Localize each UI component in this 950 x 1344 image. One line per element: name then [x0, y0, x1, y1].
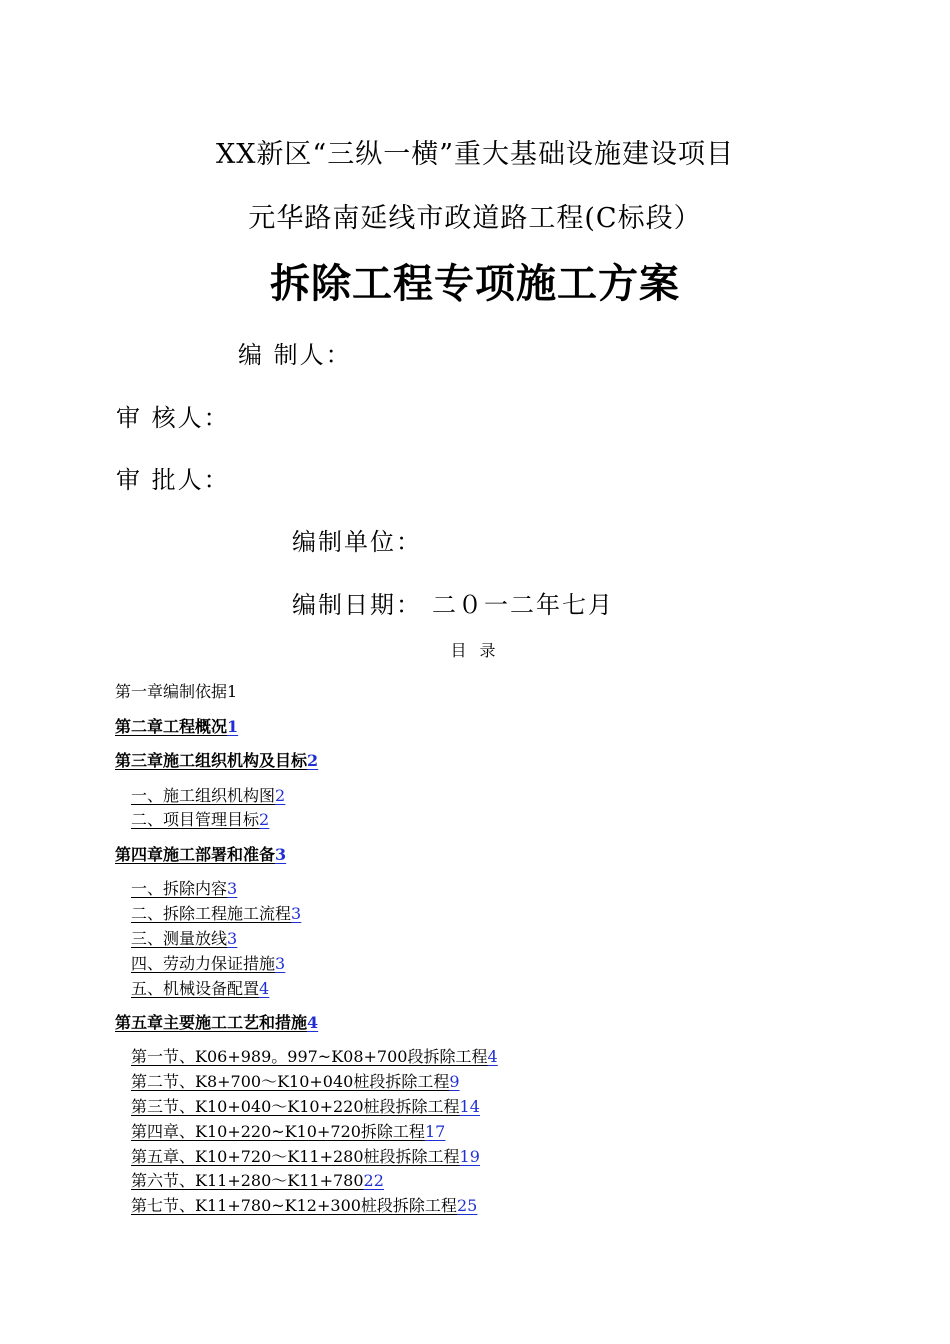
toc-item-page-link[interactable]: 3 [275, 845, 287, 864]
toc-item-page-link[interactable]: 17 [424, 1122, 446, 1141]
approver-label: 审 批人： [116, 466, 230, 494]
toc-item[interactable] [131, 1072, 460, 1092]
toc-item-label: 第五章、K10+720～K11+280桩段拆除工程 [131, 1147, 460, 1166]
toc-item-page-link[interactable]: 2 [275, 786, 286, 805]
toc-item-label: 第三节、K10+040～K10+220桩段拆除工程 [131, 1097, 460, 1116]
toc-item[interactable] [131, 954, 285, 974]
toc-item[interactable] [115, 751, 318, 771]
toc-item-page-link[interactable]: 19 [459, 1147, 480, 1166]
unit-label: 编制单位： [292, 528, 422, 556]
toc-item-label: 第三章施工组织机构及目标 [115, 751, 308, 770]
toc-item-label: 第二章工程概况 [115, 717, 228, 736]
toc-item-label: 第一章编制依据 [115, 682, 228, 701]
toc-item[interactable] [131, 1147, 480, 1167]
toc-item[interactable] [131, 1122, 445, 1142]
toc-item-page-link[interactable]: 2 [259, 810, 270, 829]
toc-item-label: 第六节、K11+280～K11+780 [131, 1171, 364, 1190]
toc-item-label: 三、测量放线 [131, 929, 228, 948]
toc-item-label: 二、拆除工程施工流程 [131, 904, 292, 923]
toc-item-label: 第五章主要施工工艺和措施 [115, 1013, 308, 1032]
toc-item-page-link[interactable]: 22 [363, 1171, 384, 1190]
toc-item[interactable] [131, 810, 269, 830]
toc-item-label: 第四章、K10+220~K10+720拆除工程 [131, 1122, 425, 1141]
toc-item-page-link[interactable]: 14 [459, 1097, 480, 1116]
toc-item-label: 第七节、K11+780~K12+300桩段拆除工程 [131, 1196, 457, 1215]
toc-item-page-link[interactable]: 25 [456, 1196, 478, 1215]
toc-item[interactable] [131, 1097, 480, 1117]
toc-item-page: 1 [227, 682, 238, 701]
project-title-line-2: 元华路南延线市政道路工程(C标段） [248, 203, 702, 234]
toc-item[interactable] [131, 786, 285, 806]
toc-item[interactable] [131, 1196, 477, 1216]
toc-title: 目 录 [450, 641, 500, 660]
toc-item-page-link[interactable]: 3 [227, 929, 238, 948]
document-title: 拆除工程专项施工方案 [270, 260, 680, 307]
toc-item[interactable] [131, 879, 237, 899]
toc-item-page-link[interactable]: 4 [259, 979, 270, 998]
compiler-label: 编 制人： [238, 341, 352, 369]
toc-item-page-link[interactable]: 4 [487, 1047, 498, 1066]
date-label: 编制日期： [292, 591, 422, 619]
toc-item[interactable] [131, 904, 301, 924]
reviewer-label: 审 核人： [116, 404, 230, 432]
toc-item[interactable] [131, 929, 237, 949]
toc-item-page-link[interactable]: 1 [227, 717, 239, 736]
date-value: 二０一二年七月 [432, 591, 614, 619]
toc-item[interactable] [115, 682, 237, 702]
toc-item-label: 第一节、K06+989。997~K08+700段拆除工程 [131, 1047, 488, 1066]
toc-item[interactable] [131, 1047, 498, 1067]
toc-item-page-link[interactable]: 4 [307, 1013, 319, 1032]
toc-item-label: 一、施工组织机构图 [131, 786, 276, 805]
project-title-line-1: XX新区“三纵一横”重大基础设施建设项目 [215, 139, 735, 170]
toc-item-label: 四、劳动力保证措施 [131, 954, 276, 973]
toc-item[interactable] [131, 1171, 384, 1191]
toc-item[interactable] [115, 845, 286, 865]
toc-item-page-link[interactable]: 2 [307, 751, 319, 770]
toc-item-page-link[interactable]: 9 [449, 1072, 460, 1091]
toc-item-label: 第四章施工部署和准备 [115, 845, 276, 864]
toc-item-label: 一、拆除内容 [131, 879, 228, 898]
toc-item[interactable] [115, 717, 238, 737]
toc-item-page-link[interactable]: 3 [275, 954, 286, 973]
toc-item-label: 五、机械设备配置 [131, 979, 260, 998]
toc-item[interactable] [115, 1013, 318, 1033]
toc-item[interactable] [131, 979, 269, 999]
toc-item-label: 第二节、K8+700～K10+040桩段拆除工程 [131, 1072, 450, 1091]
toc-item-label: 二、项目管理目标 [131, 810, 260, 829]
toc-item-page-link[interactable]: 3 [227, 879, 238, 898]
toc-item-page-link[interactable]: 3 [291, 904, 302, 923]
